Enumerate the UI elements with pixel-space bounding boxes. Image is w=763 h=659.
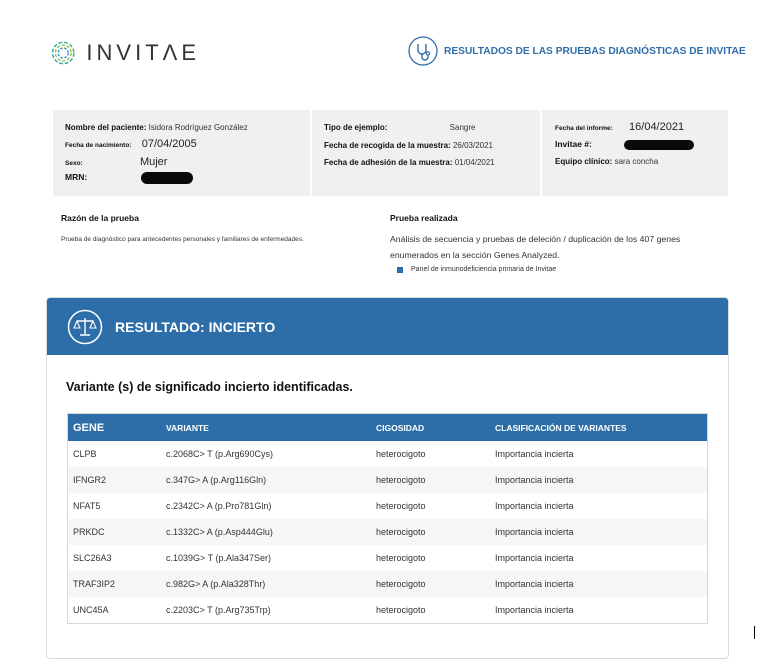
collected-date-label: Fecha de recogida de la muestra: (324, 141, 451, 150)
classification-cell: Importancia incierta (490, 519, 708, 545)
mrn-redaction (141, 172, 193, 184)
sex-label: Sexo: (65, 160, 83, 167)
table-row (68, 597, 708, 624)
table-row (68, 545, 708, 571)
report-title: RESULTADOS DE LAS PRUEBAS DIAGNÓSTICAS DE INVITAE (444, 45, 746, 57)
invitae-number-redaction (624, 140, 694, 150)
patient-info-panel (53, 110, 310, 196)
collected-date-value: 26/03/2021 (452, 141, 493, 150)
clinical-team-value: sara concha (614, 157, 659, 166)
classification-cell: Importancia incierta (495, 553, 574, 563)
variant-cell: c.2342C> A (p.Pro781Gln) (166, 501, 272, 511)
text-cursor (754, 626, 755, 639)
bullet-icon (397, 267, 403, 273)
invitae-logo (50, 30, 200, 76)
report-info-panel (542, 110, 728, 196)
accession-date-label: Fecha de adhesión de la muestra: (324, 158, 453, 167)
table-row (68, 571, 708, 597)
zygosity-cell: heterocigoto (371, 519, 490, 545)
gene-cell: PRKDC (68, 519, 162, 545)
header-classification: CLASIFICACIÓN DE VARIANTES (490, 414, 708, 442)
classification-cell: Importancia incierta (490, 467, 708, 493)
zygosity-cell: heterocigoto (376, 449, 426, 459)
report-header (408, 36, 746, 66)
sample-type-label: Tipo de ejemplo: (324, 123, 388, 132)
result-card (46, 297, 729, 659)
table-header-row (68, 414, 708, 442)
zygosity-cell: heterocigoto (371, 467, 490, 493)
sex-value: Mujer (139, 156, 168, 168)
mrn-label: MRN: (65, 172, 88, 183)
variant-cell: c.982G> A (p.Ala328Thr) (161, 571, 371, 597)
reason-text: Prueba de diagnóstico para antecedentes personales y familiares de enfermedades. (61, 236, 304, 243)
dob-value: 07/04/2005 (141, 138, 197, 150)
result-subtitle: Variante (s) de significado incierto identificadas. (66, 380, 353, 394)
table-row (68, 493, 708, 519)
test-panel-label: Panel de inmunodeficiencia primaria de Invitae (411, 266, 557, 273)
invitae-number-label: Invitae #: (555, 139, 592, 149)
gene-cell: TRAF3IP2 (68, 571, 162, 597)
test-heading: Prueba realizada (390, 213, 458, 223)
balance-scale-icon (67, 309, 103, 345)
test-panel-item (397, 266, 556, 273)
patient-name-label: Nombre del paciente: (65, 123, 147, 132)
patient-name-value: Isidora Rodríguez González (148, 123, 248, 132)
table-row (68, 467, 708, 493)
variant-cell: c.1039G> T (p.Ala347Ser) (166, 553, 271, 563)
reason-heading: Razón de la prueba (61, 213, 139, 223)
test-text: Análisis de secuencia y pruebas de deleción / duplicación de los 407 genes enumerados en la sección Genes Analyzed. (390, 234, 681, 260)
header-gene: GENE (68, 414, 162, 442)
gene-cell: IFNGR2 (68, 467, 162, 493)
stethoscope-icon (408, 36, 438, 66)
sample-info-panel (312, 110, 540, 196)
report-date-label: Fecha del informe: (555, 125, 613, 132)
classification-cell: Importancia incierta (495, 501, 574, 511)
table-row (68, 441, 708, 467)
zygosity-cell: heterocigoto (376, 605, 426, 615)
gene-cell: NFAT5 (73, 501, 101, 511)
variant-cell: c.2068C> T (p.Arg690Cys) (166, 449, 273, 459)
variant-cell: c.1332C> A (p.Asp444Glu) (161, 519, 371, 545)
invitae-ring-icon (50, 32, 76, 74)
accession-date-value: 01/04/2021 (454, 158, 495, 167)
brand-name: INVITΛE (86, 40, 200, 65)
zygosity-cell: heterocigoto (376, 501, 426, 511)
sample-type-value: Sangre (449, 123, 476, 132)
report-date-value: 16/04/2021 (629, 121, 685, 133)
result-title: RESULTADO: INCIERTO (115, 318, 276, 335)
classification-cell: Importancia incierta (490, 571, 708, 597)
gene-cell: UNC45A (73, 605, 109, 615)
zygosity-cell: heterocigoto (376, 553, 426, 563)
zygosity-cell: heterocigoto (371, 571, 490, 597)
classification-cell: Importancia incierta (495, 605, 574, 615)
dob-label: Fecha de nacimiento: (65, 142, 132, 149)
gene-cell: CLPB (73, 449, 97, 459)
header-zygosity: CIGOSIDAD (371, 414, 490, 442)
variants-table (67, 413, 708, 624)
header-variant: VARIANTE (161, 414, 371, 442)
classification-cell: Importancia incierta (495, 449, 574, 459)
result-header (47, 298, 728, 355)
table-row (68, 519, 708, 545)
gene-cell: SLC26A3 (73, 553, 112, 563)
variant-cell: c.2203C> T (p.Arg735Trp) (166, 605, 271, 615)
variant-cell: c.347G> A (p.Arg116Gln) (161, 467, 371, 493)
clinical-team-label: Equipo clínico: (555, 157, 613, 166)
